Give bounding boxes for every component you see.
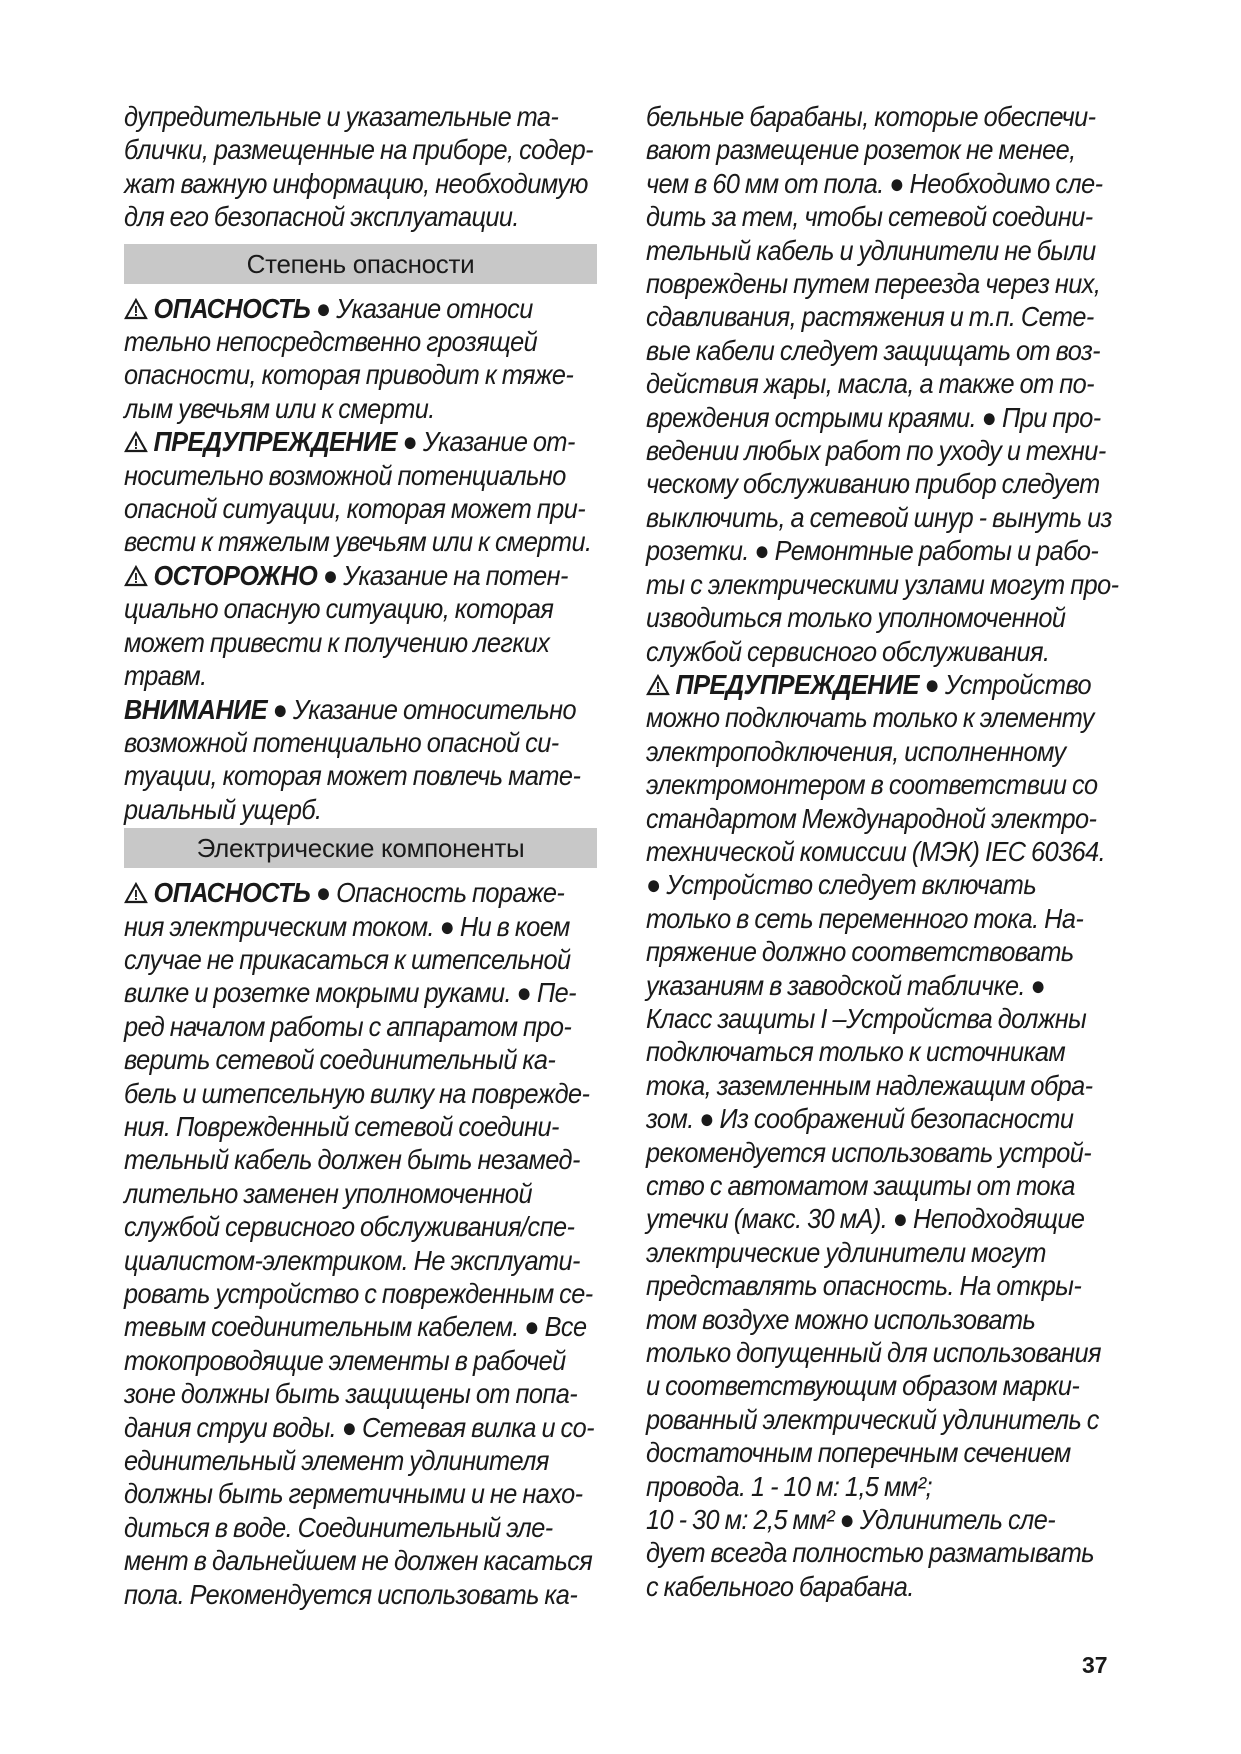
warning-label: ПРЕДУПРЕЖДЕНИЕ [153,426,397,458]
attention-paragraph: ВНИМАНИЕ ● Указание относительно [124,693,577,725]
electric-danger-label: ОПАСНОСТЬ [153,877,311,909]
section-heading-hazard-level: Степень опасности [124,244,597,284]
page-number: 37 [1082,1652,1108,1678]
attention-label: ВНИМАНИЕ [124,693,268,725]
warning-triangle-icon [124,565,148,587]
caution-label: ОСТОРОЖНО [153,559,318,591]
warning-triangle-icon [124,431,148,453]
warning-triangle-icon [124,882,148,904]
electric-danger-paragraph: ОПАСНОСТЬ ● Опасность пораже- [124,876,593,909]
warning-paragraph: ПРЕДУПРЕЖДЕНИЕ ● Указание от- [124,425,593,458]
intro-line: жат важную информацию, необходимую [124,167,588,199]
left-column: дупредительные и указательные та- блички, размещенные на приборе, содер- жат важную информацию, необходимую для его безопасной эксплуатации. ОПАСНОСТЬ ● Указание относи тельно непосредственно грозящей опасности, которая приводит к тяже- лым увечьям или к смерти. ПРЕДУПРЕЖДЕНИЕ ● Указание от- носительно возможной потенциально опасной ситуации, которая может при- вести к тяжелым увечьям или к смерти. ОСТОРОЖНО ● Указание на потен- циально опасную ситуацию, которая может привести к получению легких травм. ВНИМАНИЕ ● Указание относительно возможной потенциально опасной си- туации, которая может повлечь мате- риальный ущерб. ОПАСНОСТЬ ● Опасность пораже- ния электрическим током. ● Ни в коем случае не прикасаться к штепсельной вилке и розетке мокрыми руками. ● Пе- ред началом работы с аппаратом про- верить сетевой соединительный ка- бель и штепсельную вилку на поврежде- ния. Поврежденный сетевой соедини- тельный кабель должен быть незамед- лительно заменен уполномоченной службой сервисного обслуживания/спе- циалистом-электриком. Не эксплуати- ровать устройство с поврежденным се- тевым соединительным кабелем. ● Все токопроводящие элементы в рабочей зоне должны быть защищены от попа- дания струи воды. ● Сетевая вилка и со- единительный элемент удлинителя должны быть герметичными и не нахо- диться в воде. Соединительный эле- мент в дальнейшем не должен касаться пола. Рекомендуется использовать ка- [124,101,595,1610]
intro-line: дупредительные и указательные та- [124,101,559,132]
right-warning-paragraph: ПРЕДУПРЕЖДЕНИЕ ● Устройство [646,668,1124,701]
intro-line: для его безопасной эксплуатации. [124,201,519,233]
danger-paragraph: ОПАСНОСТЬ ● Указание относи [124,292,593,325]
warning-triangle-icon [124,298,148,320]
section-heading-electrical: Электрические компоненты [124,828,597,868]
intro-line: блички, размещенные на приборе, содер- [124,134,594,166]
caution-paragraph: ОСТОРОЖНО ● Указание на потен- [124,559,593,592]
warning-triangle-icon [646,674,670,696]
right-column: бельные барабаны, которые обеспечи- вают размещение розеток не менее, чем в 60 мм от пола. ● Необходимо сле- дить за тем, чтобы сетевой соедини- тельный кабель и удлинители не были повреждены путем переезда через них, сдавливания, растяжения и т.п. Сете- вые кабели следует защищать от воз- действия жары, масла, а также от по- вреждения острыми краями. ● При про- ведении любых работ по уходу и техни- ческому обслуживанию прибор следует выключить, а сетевой шнур - вынуть из розетки. ● Ремонтные работы и рабо- ты с электрическими узлами могут про- изводиться только уполномоченной службой сервисного обслуживания. ПРЕДУПРЕЖДЕНИЕ ● Устройство можно подключать только к элементу электроподключения, исполненному электромонтером в соответствии со стандартом Международной электро- технической комиссии (МЭК) IEC 60364. ● Устройство следует включать только в сеть переменного тока. На- пряжение должно соответствовать указаниям в заводской табличке. ● Класс защиты I –Устройства должны подключаться только к источникам тока, заземленным надлежащим обра- зом. ● Из соображений безопасности рекомендуется использовать устрой- ство с автоматом защиты от тока утечки (макс. 30 мА). ● Неподходящие электрические удлинители могут представлять опасность. На откры- том воздухе можно использовать только допущенный для использования и соответствующим образом марки- рованный электрический удлинитель с достаточным поперечным сечением провода. 1 - 10 м: 1,5 мм²; 10 - 30 м: 2,5 мм² ● Удлинитель сле- дует всегда полностью разматывать с кабельного барабана. [646,100,1124,1603]
danger-label: ОПАСНОСТЬ [153,292,311,324]
right-warning-label: ПРЕДУПРЕЖДЕНИЕ [675,668,919,700]
